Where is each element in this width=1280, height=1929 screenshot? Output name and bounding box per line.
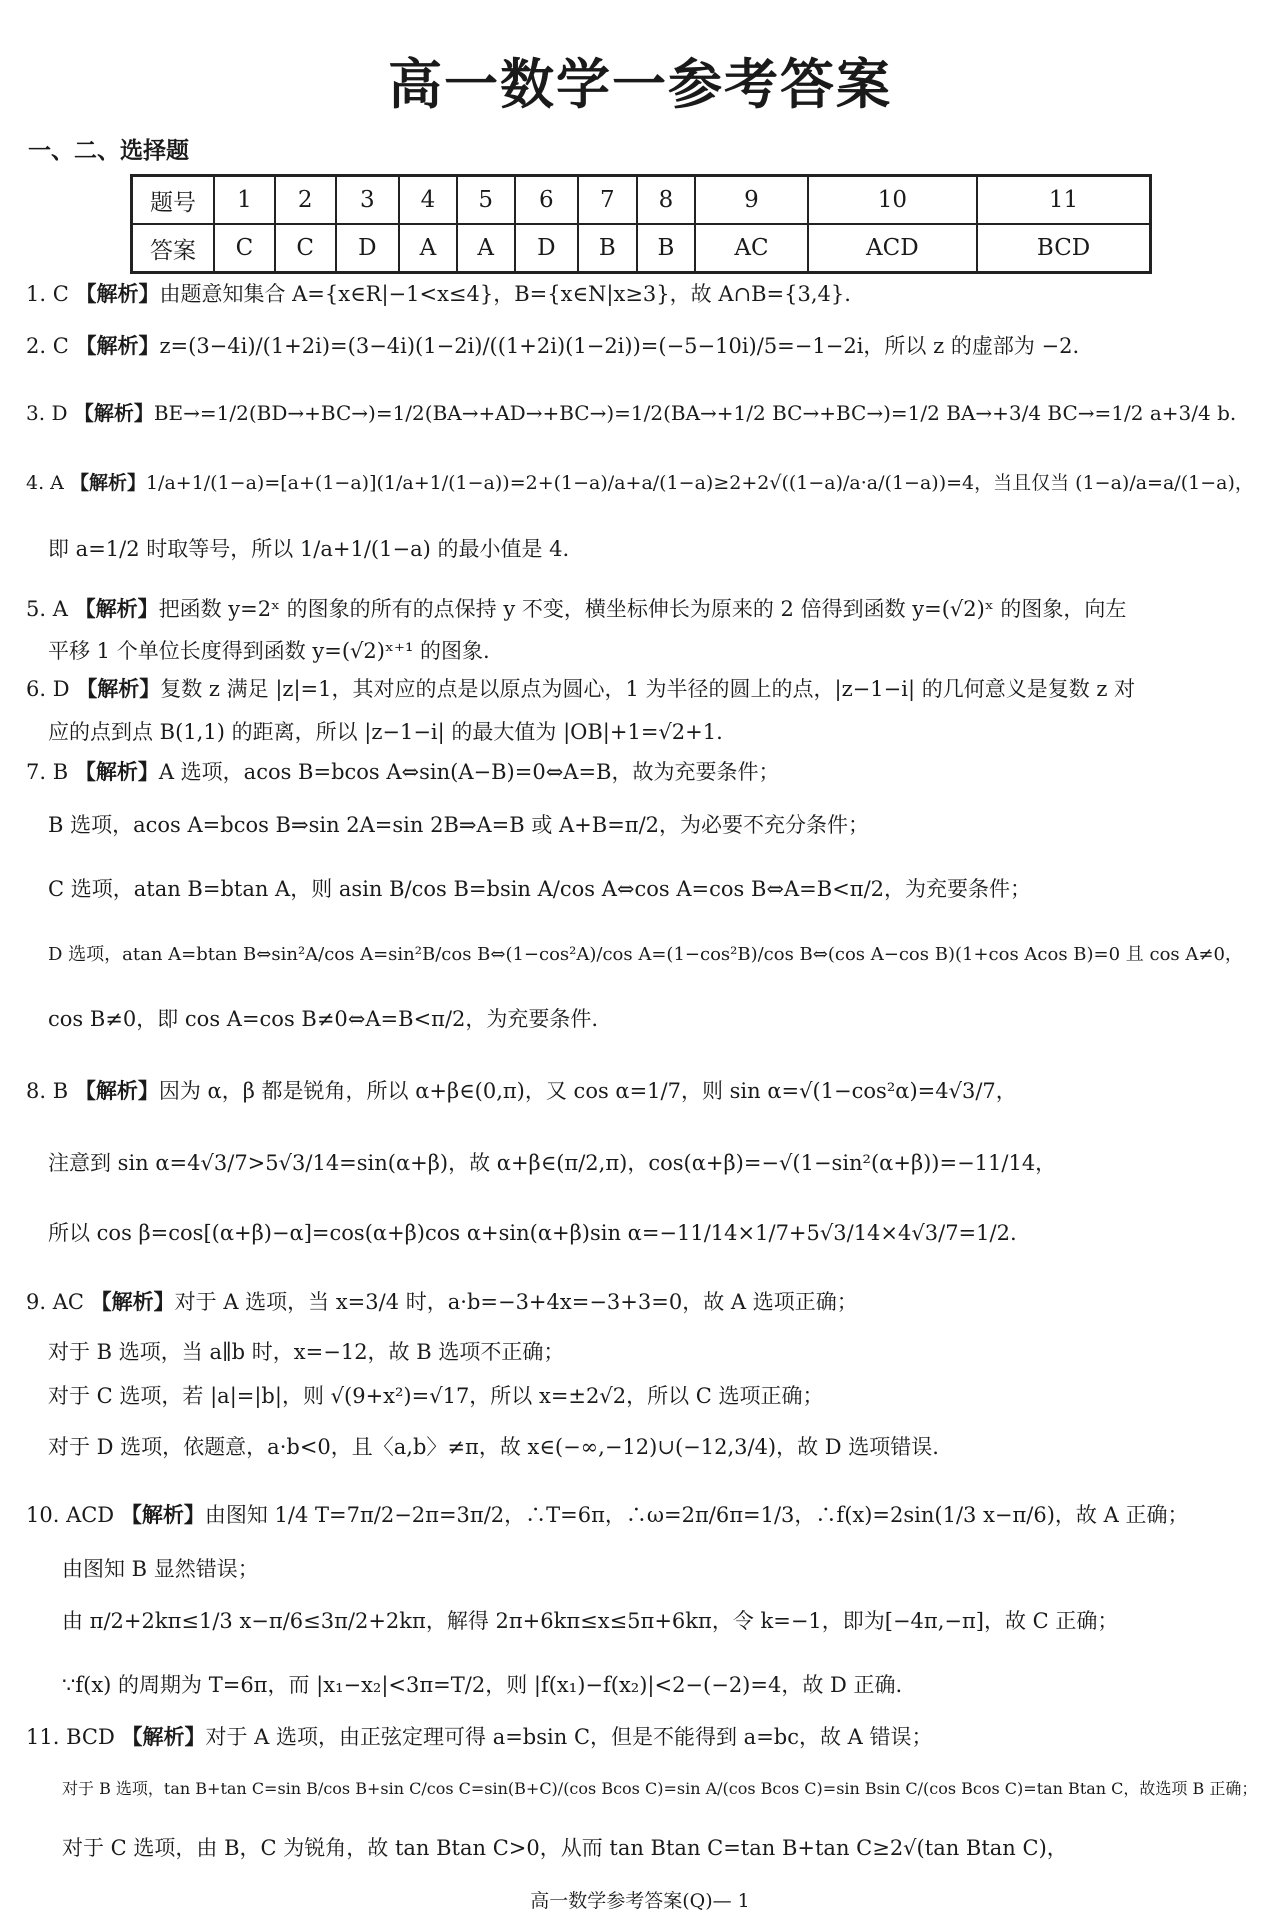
solution-text: C 选项，atan B=btan A，则 asin B/cos B=bsin A/cos A⇔cos A=cos B⇔A=B<π/2，为充要条件； [48, 877, 1032, 901]
question-number: 2. C [26, 334, 69, 358]
solution-text: 复数 z 满足 |z|=1，其对应的点是以原点为圆心，1 为半径的圆上的点，|z−1−i| 的几何意义是复数 z 对 [160, 677, 1136, 701]
table-cell: 4 [399, 176, 457, 225]
table-cell: C [275, 224, 336, 273]
table-cell: 5 [457, 176, 515, 225]
solution-line [62, 1774, 1257, 1804]
solution-text: z=(3−4i)/(1+2i)=(3−4i)(1−2i)/((1+2i)(1−2i))=(−5−10i)/5=−1−2i，所以 z 的虚部为 −2. [159, 334, 1080, 358]
question-number: 6. D [26, 677, 70, 701]
table-cell: 1 [214, 176, 275, 225]
solution-line [62, 1554, 259, 1584]
table-cell: AC [695, 224, 807, 273]
question-number: 10. ACD [26, 1503, 115, 1527]
solution-line [48, 1337, 564, 1367]
solution-text: 对于 C 选项，若 |a|=|b|，则 √(9+x²)=√17，所以 x=±2√2，所以 C 选项正确； [48, 1384, 824, 1408]
solution-line [48, 1148, 1056, 1178]
solution-text: 对于 B 选项，当 a∥b 时，x=−12，故 B 选项不正确； [48, 1340, 565, 1364]
solution-text: 由题意知集合 A={x∈R|−1<x≤4}，B={x∈N|x≥3}，故 A∩B={3,4}. [159, 282, 851, 306]
page-footer: 高一数学参考答案(Q)— 1 [530, 1890, 750, 1912]
solution-text: 平移 1 个单位长度得到函数 y=(√2)ˣ⁺¹ 的图象. [48, 639, 490, 663]
solution-text: 对于 D 选项，依题意，a·b<0，且〈a,b〉≠π，故 x∈(−∞,−12)∪(−12,3/4)，故 D 选项错误. [48, 1435, 939, 1459]
analysis-tag: 【解析】 [120, 1503, 205, 1527]
solution-line [48, 636, 490, 666]
solution-line [62, 1670, 902, 1700]
solution-text: D 选项，atan A=btan B⇔sin²A/cos A=sin²B/cos B⇔(1−cos²A)/cos A=(1−cos²B)/cos B⇔(cos A−cos B)(1+cos Acos B)=0 且 cos A≠0， [48, 944, 1243, 965]
solution-text: A 选项，acos B=bcos A⇔sin(A−B)=0⇔A=B，故为充要条件； [158, 760, 780, 784]
solution-line [62, 1833, 1068, 1863]
analysis-tag: 【解析】 [75, 282, 160, 306]
solution-text: ∵f(x) 的周期为 T=6π，而 |x₁−x₂|<3π=T/2，则 |f(x₁)−f(x₂)|<2−(−2)=4，故 D 正确. [62, 1673, 903, 1697]
analysis-tag: 【解析】 [76, 677, 161, 701]
solution-line [48, 1381, 824, 1411]
solution-text: 注意到 sin α=4√3/7>5√3/14=sin(α+β)，故 α+β∈(π/2,π)，cos(α+β)=−√(1−sin²(α+β))=−11/14， [48, 1151, 1057, 1175]
solution-line [26, 1722, 933, 1752]
solution-text: 对于 C 选项，由 B，C 为锐角，故 tan Btan C>0，从而 tan Btan C=tan B+tan C≥2√(tan Btan C)， [62, 1836, 1068, 1860]
solution-text: 把函数 y=2ˣ 的图象的所有的点保持 y 不变，横坐标伸长为原来的 2 倍得到函数 y=(√2)ˣ 的图象，向左 [158, 597, 1127, 621]
analysis-tag: 【解析】 [73, 401, 154, 425]
analysis-tag: 【解析】 [75, 334, 160, 358]
table-cell: A [457, 224, 515, 273]
question-number: 5. A [26, 597, 68, 621]
solution-text: 由图知 B 显然错误； [62, 1557, 259, 1581]
solution-line [48, 1218, 1017, 1248]
table-cell: D [515, 224, 578, 273]
solution-text: 对于 A 选项，由正弦定理可得 a=bsin C，但是不能得到 a=bc，故 A 错误； [205, 1725, 933, 1749]
solution-line [26, 1076, 1017, 1106]
table-cell: C [214, 224, 275, 273]
solution-line [48, 874, 1031, 904]
analysis-tag: 【解析】 [74, 597, 159, 621]
table-cell: B [637, 224, 696, 273]
solution-line [26, 468, 1254, 498]
table-header-cell: 题号 [132, 176, 215, 225]
solution-text: 所以 cos β=cos[(α+β)−α]=cos(α+β)cos α+sin(α+β)sin α=−11/14×1/7+5√3/14×4√3/7=1/2. [48, 1221, 1017, 1245]
answer-table-number-row [132, 176, 1151, 225]
question-number: 11. BCD [26, 1725, 115, 1749]
solution-text: 由图知 1/4 T=7π/2−2π=3π/2，∴T=6π，∴ω=2π/6π=1/3，∴f(x)=2sin(1/3 x−π/6)，故 A 正确； [204, 1503, 1189, 1527]
analysis-tag: 【解析】 [74, 760, 159, 784]
solution-text: BE→=1/2(BD→+BC→)=1/2(BA→+AD→+BC→)=1/2(BA→+1/2 BC→+BC→)=1/2 BA→+3/4 BC→=1/2 a+3/4 b. [153, 401, 1237, 425]
solution-line [48, 1432, 939, 1462]
solution-text: 即 a=1/2 时取等号，所以 1/a+1/(1−a) 的最小值是 4. [48, 537, 570, 561]
question-number: 8. B [26, 1079, 69, 1103]
table-cell: 9 [695, 176, 807, 225]
question-number: 7. B [26, 760, 69, 784]
solution-text: 应的点到点 B(1,1) 的距离，所以 |z−1−i| 的最大值为 |OB|+1=√2+1. [48, 720, 723, 744]
table-cell: 7 [578, 176, 637, 225]
solution-line [26, 674, 1135, 704]
solution-text: B 选项，acos A=bcos B⇒sin 2A=sin 2B⇒A=B 或 A+B=π/2，为必要不充分条件； [48, 813, 870, 837]
solution-line [48, 717, 723, 747]
table-cell: 3 [336, 176, 399, 225]
analysis-tag: 【解析】 [74, 1079, 159, 1103]
solution-text: 对于 A 选项，当 x=3/4 时，a·b=−3+4x=−3+3=0，故 A 选项正确； [174, 1290, 858, 1314]
table-cell: 2 [275, 176, 336, 225]
section-heading: 一、二、选择题 [28, 138, 189, 164]
table-cell: ACD [808, 224, 978, 273]
table-cell: A [399, 224, 457, 273]
solution-text: cos B≠0，即 cos A=cos B≠0⇔A=B<π/2，为充要条件. [48, 1007, 599, 1031]
table-cell: 10 [808, 176, 978, 225]
table-cell: 11 [977, 176, 1150, 225]
solution-line [48, 940, 1243, 970]
solution-text: 由 π/2+2kπ≤1/3 x−π/6≤3π/2+2kπ，解得 2π+6kπ≤x≤5π+6kπ，令 k=−1，即为[−4π,−π]，故 C 正确； [62, 1609, 1119, 1633]
question-number: 1. C [26, 282, 69, 306]
solution-line [48, 534, 569, 564]
table-header-cell: 答案 [132, 224, 215, 273]
solution-line [48, 810, 869, 840]
solution-line [26, 757, 780, 787]
answer-table-answer-row [132, 224, 1151, 273]
table-cell: D [336, 224, 399, 273]
solution-line [26, 1287, 858, 1317]
solution-line [26, 279, 851, 309]
table-cell: 8 [637, 176, 696, 225]
analysis-tag: 【解析】 [121, 1725, 206, 1749]
page-title: 高一数学一参考答案 [388, 53, 892, 116]
solution-line [26, 398, 1236, 428]
analysis-tag: 【解析】 [90, 1290, 175, 1314]
solution-text: 对于 B 选项，tan B+tan C=sin B/cos B+sin C/cos C=sin(B+C)/(cos Bcos C)=sin A/(cos Bcos C)=sin Bsin C/(cos Bcos C)=tan Btan C，故选项 B 正确； [62, 1779, 1258, 1798]
question-number: 3. D [26, 401, 68, 425]
solution-line [26, 331, 1079, 361]
analysis-tag: 【解析】 [69, 472, 146, 494]
solution-text: 1/a+1/(1−a)=[a+(1−a)](1/a+1/(1−a))=2+(1−a)/a+a/(1−a)≥2+2√((1−a)/a·a/(1−a))=4，当且仅当 (1−a)/a=a/(1−a)， [145, 472, 1254, 494]
answer-table [130, 174, 1152, 274]
solution-text: 因为 α，β 都是锐角，所以 α+β∈(0,π)，又 cos α=1/7，则 sin α=√(1−cos²α)=4√3/7， [158, 1079, 1017, 1103]
solution-line [48, 1004, 598, 1034]
solution-line [26, 1500, 1188, 1530]
table-cell: B [578, 224, 637, 273]
solution-line [62, 1606, 1118, 1636]
question-number: 4. A [26, 472, 64, 494]
table-cell: BCD [977, 224, 1150, 273]
table-cell: 6 [515, 176, 578, 225]
solution-line [26, 594, 1126, 624]
question-number: 9. AC [26, 1290, 84, 1314]
